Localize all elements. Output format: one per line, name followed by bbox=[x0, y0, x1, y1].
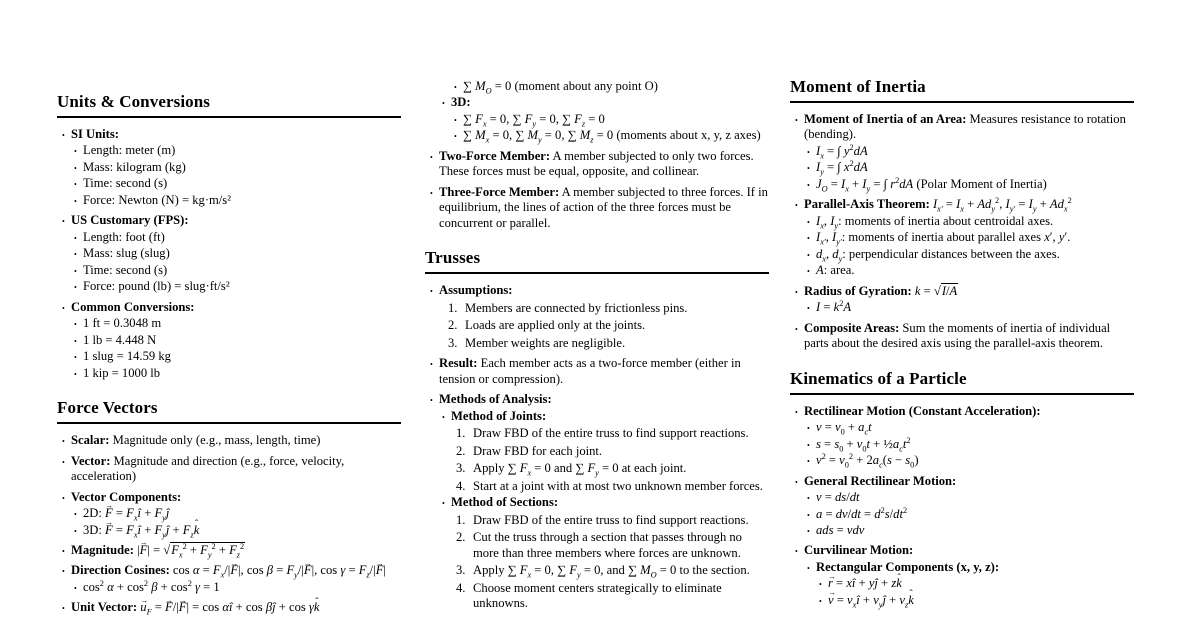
bullet-icon: • bbox=[62, 130, 65, 140]
item-text: US Customary (FPS): bbox=[71, 213, 189, 228]
bullet-icon: • bbox=[74, 180, 77, 190]
item-text: Assumptions: bbox=[439, 283, 513, 298]
item-text: Scalar: Magnitude only (e.g., mass, length, time) bbox=[71, 433, 321, 448]
bullet-icon: • bbox=[807, 424, 810, 434]
bullet-icon: • bbox=[795, 547, 798, 557]
bullet-item bbox=[425, 149, 769, 180]
section bbox=[425, 79, 769, 231]
bullet-item bbox=[425, 409, 769, 424]
section-title: Force Vectors bbox=[57, 398, 401, 424]
item-number: 4. bbox=[456, 478, 466, 493]
item-text: Result: Each member acts as a two-force member (either in tension or compression). bbox=[439, 356, 741, 386]
item-text: Method of Sections: bbox=[451, 495, 559, 510]
bullet-icon: • bbox=[74, 283, 77, 293]
item-text: Unit Vector: $u \to_F = F \to/|F$ →| = cos αî + cos βĵ + cos γk ˆ bbox=[71, 600, 401, 615]
item-text: $v^2 = v_0^2 + 2a_c(s - s_0)$ bbox=[816, 451, 919, 470]
bullet-item bbox=[790, 453, 1134, 468]
bullet-item bbox=[57, 143, 401, 158]
column-right bbox=[790, 77, 1134, 608]
item-number: 1. bbox=[448, 300, 458, 315]
item-number: 3. bbox=[456, 563, 466, 578]
item-text: Members are connected by frictionless pins. bbox=[465, 300, 688, 315]
item-text: $a = dv/dt = d^2s/dt^2$ bbox=[816, 505, 908, 521]
numbered-item bbox=[425, 461, 769, 476]
bullet-item bbox=[57, 160, 401, 175]
item-text: Choose moment centers strategically to eliminate unknowns. bbox=[473, 580, 722, 610]
item-text: Common Conversions: bbox=[71, 299, 195, 314]
bullet-item bbox=[425, 79, 769, 94]
bullet-icon: • bbox=[795, 115, 798, 125]
item-text: 1 slug = 14.59 kg bbox=[83, 349, 171, 364]
bullet-item bbox=[425, 283, 769, 298]
bullet-icon: • bbox=[74, 147, 77, 157]
bullet-item bbox=[790, 593, 1134, 608]
item-text: Time: second (s) bbox=[83, 262, 168, 277]
bullet-icon: • bbox=[807, 217, 810, 227]
item-text: Moment of Inertia of an Area: Measures resistance to rotation (bending). bbox=[804, 111, 1126, 142]
bullet-icon: • bbox=[819, 596, 822, 606]
bullet-icon: • bbox=[74, 233, 77, 243]
item-text: Cut the truss through a section that passes through no more than three members where forces are unknown. bbox=[473, 530, 742, 560]
item-text: Two-Force Member: A member subjected to only two forces. These forces must be equal, opposite, and collinear. bbox=[439, 148, 754, 179]
bullet-item bbox=[790, 214, 1134, 229]
numbered-item bbox=[425, 513, 769, 528]
item-number: 2. bbox=[448, 318, 458, 333]
section-title: Trusses bbox=[425, 248, 769, 274]
bullet-icon: • bbox=[795, 477, 798, 487]
item-text: Draw FBD of the entire truss to find support reactions. bbox=[473, 512, 749, 527]
bullet-icon: • bbox=[62, 437, 65, 447]
bullet-icon: • bbox=[74, 196, 77, 206]
bullet-icon: • bbox=[807, 457, 810, 467]
item-text: Mass: kilogram (kg) bbox=[83, 159, 186, 174]
item-number: 3. bbox=[456, 461, 466, 476]
bullet-item bbox=[57, 263, 401, 278]
section bbox=[57, 398, 401, 616]
column-middle bbox=[425, 78, 769, 611]
item-text: Rectangular Components (x, y, z): bbox=[816, 559, 1000, 574]
bullet-item bbox=[790, 321, 1134, 352]
bullet-icon: • bbox=[62, 217, 65, 227]
bullet-icon: • bbox=[454, 83, 457, 92]
bullet-icon: • bbox=[74, 353, 77, 363]
bullet-item bbox=[790, 474, 1134, 489]
item-text: Mass: slug (slug) bbox=[83, 246, 170, 261]
bullet-item bbox=[57, 176, 401, 191]
item-text: Direction Cosines: $\cos \alpha = F_x/|F$ →|, $\cos \beta = F_y/|F$ →|, $\cos \gamma = F_z/|F$ →| bbox=[71, 563, 401, 578]
section bbox=[790, 369, 1134, 609]
bullet-item bbox=[425, 185, 769, 231]
item-text: Length: foot (ft) bbox=[83, 229, 165, 244]
bullet-item bbox=[57, 563, 401, 578]
numbered-item bbox=[425, 479, 769, 494]
item-text: Draw FBD for each joint. bbox=[473, 443, 603, 458]
item-text: Length: meter (m) bbox=[83, 143, 176, 158]
item-number: 3. bbox=[448, 335, 458, 350]
bullet-item bbox=[790, 144, 1134, 159]
item-text: Force: pound (lb) = slug·ft/s² bbox=[83, 279, 230, 294]
item-text: Time: second (s) bbox=[83, 176, 168, 191]
bullet-icon: • bbox=[62, 546, 65, 556]
bullet-item bbox=[57, 349, 401, 364]
item-text: $I_{x'}$, $I_{y'}$: moments of inertia about parallel axes x′, y′. bbox=[816, 230, 1071, 247]
item-number: 2. bbox=[456, 443, 466, 458]
numbered-item bbox=[425, 336, 769, 351]
bullet-item bbox=[425, 95, 769, 110]
item-text: $\cos^2 \alpha + \cos^2 \beta + \cos^2 \gamma = 1$ bbox=[83, 578, 220, 594]
bullet-item bbox=[425, 112, 769, 127]
item-text: 3D: bbox=[451, 95, 471, 110]
bullet-icon: • bbox=[430, 287, 433, 297]
bullet-item bbox=[790, 437, 1134, 452]
bullet-icon: • bbox=[819, 580, 822, 590]
bullet-item bbox=[57, 366, 401, 381]
bullet-item bbox=[790, 177, 1134, 192]
item-text: Magnitude: |F →| = $√F_x^2 + F_y^2 + F_z^2$ bbox=[71, 543, 401, 558]
bullet-icon: • bbox=[807, 440, 810, 450]
bullet-item bbox=[57, 127, 401, 142]
item-text: $I_y$ = ∫ $x^2dA$ bbox=[816, 159, 868, 177]
bullet-icon: • bbox=[807, 304, 810, 314]
bullet-icon: • bbox=[62, 567, 65, 577]
bullet-icon: • bbox=[807, 510, 810, 520]
item-text: Apply ∑ $F_x = 0$, ∑ $F_y = 0$, and ∑ $M_O = 0$ to the section. bbox=[473, 563, 750, 580]
bullet-icon: • bbox=[807, 234, 810, 244]
bullet-icon: • bbox=[74, 250, 77, 260]
bullet-item bbox=[57, 213, 401, 228]
item-text: Apply ∑ $F_x = 0$ and ∑ $F_y = 0$ at each joint. bbox=[473, 461, 687, 478]
item-text: $I_x$ = ∫ $y^2dA$ bbox=[816, 142, 868, 161]
bullet-item bbox=[425, 392, 769, 407]
item-text: Rectilinear Motion (Constant Acceleration): bbox=[804, 403, 1041, 418]
bullet-icon: • bbox=[74, 336, 77, 346]
numbered-item bbox=[425, 301, 769, 316]
bullet-item bbox=[790, 300, 1134, 315]
item-number: 2. bbox=[456, 530, 466, 545]
section-title: Units & Conversions bbox=[57, 92, 401, 118]
item-text: 1 lb = 4.448 N bbox=[83, 332, 157, 347]
bullet-icon: • bbox=[442, 499, 445, 509]
item-text: $s = s_0 + v_0t$ + $\frac{1}{2}a_ct^2$ bbox=[816, 435, 911, 454]
bullet-icon: • bbox=[74, 163, 77, 173]
bullet-icon: • bbox=[807, 526, 810, 536]
bullet-item bbox=[57, 600, 401, 615]
item-number: 1. bbox=[456, 512, 466, 527]
bullet-icon: • bbox=[62, 493, 65, 503]
bullet-icon: • bbox=[442, 99, 445, 109]
item-number: 4. bbox=[456, 580, 466, 595]
bullet-icon: • bbox=[430, 396, 433, 406]
item-text: 3D: F → = $F_xî$ + $F_yĵ + F_zk$ ˆ bbox=[83, 523, 401, 538]
item-text: $I_x$, $I_y$: moments of inertia about centroidal axes. bbox=[816, 213, 1054, 231]
item-text: ads = vdv bbox=[816, 522, 865, 537]
bullet-item bbox=[790, 230, 1134, 245]
bullet-icon: • bbox=[795, 324, 798, 334]
item-text: 2D: F → = $F_xî$ + $F_yĵ$ bbox=[83, 506, 401, 521]
bullet-icon: • bbox=[62, 604, 65, 614]
bullet-item bbox=[790, 284, 1134, 299]
bullet-item bbox=[57, 230, 401, 245]
bullet-item bbox=[57, 246, 401, 261]
item-text: ∑ $M_O = 0$ (moment about any point O) bbox=[463, 79, 658, 96]
item-text: $v = v_0 + a_ct$ bbox=[816, 420, 872, 437]
bullet-item bbox=[57, 316, 401, 331]
column-left bbox=[57, 92, 401, 616]
item-text: Method of Joints: bbox=[451, 408, 547, 423]
bullet-icon: • bbox=[74, 266, 77, 276]
section bbox=[425, 248, 769, 611]
bullet-item bbox=[790, 576, 1134, 591]
item-text: SI Units: bbox=[71, 126, 119, 141]
bullet-icon: • bbox=[74, 369, 77, 379]
item-text: $d_x$, $d_y$: perpendicular distances between the axes. bbox=[816, 246, 1060, 264]
bullet-item bbox=[790, 420, 1134, 435]
bullet-item bbox=[790, 523, 1134, 538]
bullet-icon: • bbox=[807, 563, 810, 573]
item-text: 1 kip = 1000 lb bbox=[83, 365, 161, 380]
item-text: ∑ $F_x = 0$, ∑ $F_y = 0$, ∑ $F_z = 0$ bbox=[463, 111, 605, 129]
bullet-icon: • bbox=[442, 412, 445, 422]
bullet-item bbox=[57, 193, 401, 208]
bullet-icon: • bbox=[807, 250, 810, 260]
bullet-icon: • bbox=[807, 180, 810, 190]
bullet-icon: • bbox=[795, 407, 798, 417]
bullet-item bbox=[57, 279, 401, 294]
item-text: Draw FBD of the entire truss to find support reactions. bbox=[473, 426, 749, 441]
bullet-item bbox=[790, 560, 1134, 575]
item-text: Member weights are negligible. bbox=[465, 335, 626, 350]
bullet-item bbox=[57, 433, 401, 448]
bullet-item bbox=[790, 160, 1134, 175]
bullet-icon: • bbox=[807, 267, 810, 277]
item-text: ∑ $M_x = 0$, ∑ $M_y = 0$, ∑ $M_z = 0$ (moments about x, y, z axes) bbox=[463, 128, 761, 145]
bullet-icon: • bbox=[74, 510, 77, 520]
numbered-item bbox=[425, 563, 769, 578]
section bbox=[57, 92, 401, 381]
bullet-icon: • bbox=[807, 494, 810, 504]
bullet-item bbox=[790, 112, 1134, 143]
bullet-item bbox=[57, 523, 401, 538]
item-number: 1. bbox=[456, 426, 466, 441]
item-text: $I = k^2A$ bbox=[816, 299, 852, 315]
item-text: Vector: Magnitude and direction (e.g., force, velocity, acceleration) bbox=[71, 453, 345, 484]
numbered-item bbox=[425, 530, 769, 561]
item-text: Parallel-Axis Theorem: $I_{x'} = I_x + Ad_y^2$, $I_{y'} = I_y + Ad_x^2$ bbox=[804, 196, 1072, 214]
item-text: Curvilinear Motion: bbox=[804, 543, 914, 558]
item-text: Start at a joint with at most two unknown member forces. bbox=[473, 478, 763, 493]
bullet-icon: • bbox=[430, 360, 433, 370]
item-text: Loads are applied only at the joints. bbox=[465, 318, 646, 333]
item-text: Three-Force Member: A member subjected to three forces. If in equilibrium, the lines of action of the three forces must be concurrent or parallel. bbox=[439, 184, 768, 230]
item-text: A: area. bbox=[816, 263, 855, 278]
bullet-icon: • bbox=[62, 457, 65, 467]
item-text: General Rectilinear Motion: bbox=[804, 473, 957, 488]
bullet-item bbox=[790, 543, 1134, 558]
item-text: Vector Components: bbox=[71, 489, 182, 504]
item-text: $J_O = I_x + I_y$ = ∫ $r^2dA$ (Polar Moment of Inertia) bbox=[816, 175, 1047, 194]
bullet-icon: • bbox=[74, 583, 77, 593]
bullet-item bbox=[790, 263, 1134, 278]
section-title: Moment of Inertia bbox=[790, 77, 1134, 103]
bullet-icon: • bbox=[807, 164, 810, 174]
bullet-icon: • bbox=[795, 287, 798, 297]
item-text: r → = xî + yĵ + zk ˆ bbox=[828, 576, 1134, 591]
bullet-item bbox=[57, 333, 401, 348]
bullet-icon: • bbox=[807, 147, 810, 157]
bullet-icon: • bbox=[62, 303, 65, 313]
item-text: 1 ft = 0.3048 m bbox=[83, 316, 162, 331]
item-text: Force: Newton (N) = kg·m/s² bbox=[83, 192, 231, 207]
item-text: Radius of Gyration: k = √I/A bbox=[804, 283, 958, 298]
bullet-item bbox=[425, 356, 769, 387]
section-title: Kinematics of a Particle bbox=[790, 369, 1134, 395]
numbered-item bbox=[425, 426, 769, 441]
bullet-item bbox=[790, 490, 1134, 505]
bullet-icon: • bbox=[795, 201, 798, 211]
bullet-icon: • bbox=[430, 188, 433, 198]
bullet-item bbox=[790, 197, 1134, 212]
bullet-item bbox=[57, 454, 401, 485]
numbered-item bbox=[425, 444, 769, 459]
numbered-item bbox=[425, 581, 769, 612]
bullet-item bbox=[57, 580, 401, 595]
bullet-item bbox=[57, 543, 401, 558]
bullet-icon: • bbox=[74, 526, 77, 536]
item-text: Methods of Analysis: bbox=[439, 392, 552, 407]
item-text: v = ds/dt bbox=[816, 490, 860, 505]
item-text: v → = $v_xî$ + $v_yĵ + v_zk$ ˆ bbox=[828, 593, 1134, 608]
numbered-item bbox=[425, 318, 769, 333]
bullet-icon: • bbox=[454, 132, 457, 142]
bullet-item bbox=[57, 300, 401, 315]
section bbox=[790, 77, 1134, 352]
bullet-icon: • bbox=[454, 115, 457, 125]
bullet-item bbox=[425, 495, 769, 510]
bullet-item bbox=[790, 247, 1134, 262]
bullet-item bbox=[790, 507, 1134, 522]
bullet-item bbox=[790, 404, 1134, 419]
item-text: Composite Areas: Sum the moments of inertia of individual parts about the desired axis using the parallel-axis theorem. bbox=[804, 320, 1111, 351]
bullet-icon: • bbox=[430, 152, 433, 162]
bullet-item bbox=[425, 128, 769, 143]
bullet-icon: • bbox=[74, 320, 77, 330]
